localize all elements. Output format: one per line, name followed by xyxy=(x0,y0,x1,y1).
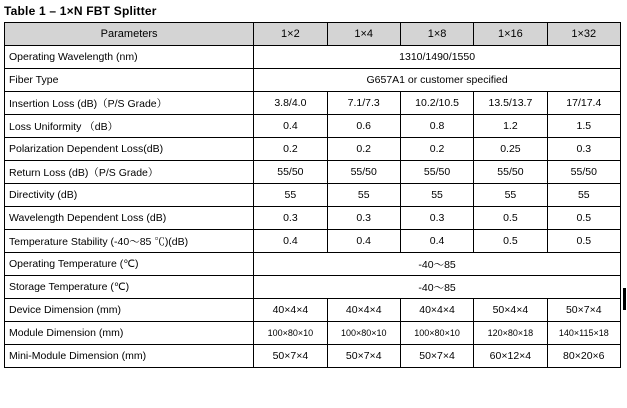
row-cell: 55/50 xyxy=(327,161,400,184)
row-label: Operating Temperature (℃) xyxy=(5,253,254,276)
row-cell: 0.4 xyxy=(327,230,400,253)
row-cell: 0.3 xyxy=(254,207,327,230)
row-cell: 0.2 xyxy=(254,138,327,161)
row-value-merged: -40～85 xyxy=(254,253,621,276)
table-row xyxy=(5,69,621,92)
row-cell: 0.8 xyxy=(400,115,473,138)
row-cell: 55/50 xyxy=(474,161,547,184)
row-cell: 55 xyxy=(327,184,400,207)
row-cell: 13.5/13.7 xyxy=(474,92,547,115)
table-row xyxy=(5,345,621,368)
row-label: Mini-Module Dimension (mm) xyxy=(5,345,254,368)
column-header-1x4: 1×4 xyxy=(327,23,400,46)
row-cell: 80×20×6 xyxy=(547,345,620,368)
row-cell: 100×80×10 xyxy=(254,322,327,345)
margin-mark xyxy=(623,288,626,310)
row-cell: 140×115×18 xyxy=(547,322,620,345)
row-cell: 10.2/10.5 xyxy=(400,92,473,115)
row-cell: 55/50 xyxy=(254,161,327,184)
page-title: Table 1 – 1×N FBT Splitter xyxy=(4,4,157,18)
table-row xyxy=(5,253,621,276)
row-cell: 0.4 xyxy=(254,230,327,253)
row-cell: 3.8/4.0 xyxy=(254,92,327,115)
row-cell: 100×80×10 xyxy=(327,322,400,345)
row-label: Module Dimension (mm) xyxy=(5,322,254,345)
row-cell: 50×7×4 xyxy=(400,345,473,368)
table-header xyxy=(5,23,621,46)
row-label: Wavelength Dependent Loss (dB) xyxy=(5,207,254,230)
row-cell: 55/50 xyxy=(547,161,620,184)
row-cell: 1.2 xyxy=(474,115,547,138)
row-cell: 1.5 xyxy=(547,115,620,138)
row-cell: 0.5 xyxy=(474,207,547,230)
row-cell: 55 xyxy=(400,184,473,207)
row-cell: 120×80×18 xyxy=(474,322,547,345)
row-cell: 55 xyxy=(254,184,327,207)
row-cell: 60×12×4 xyxy=(474,345,547,368)
row-label: Device Dimension (mm) xyxy=(5,299,254,322)
row-cell: 40×4×4 xyxy=(254,299,327,322)
table-row xyxy=(5,138,621,161)
column-header-1x8: 1×8 xyxy=(400,23,473,46)
row-label: Fiber Type xyxy=(5,69,254,92)
row-cell: 0.6 xyxy=(327,115,400,138)
row-cell: 0.2 xyxy=(327,138,400,161)
table-row xyxy=(5,161,621,184)
row-cell: 0.4 xyxy=(400,230,473,253)
row-cell: 40×4×4 xyxy=(400,299,473,322)
table-row xyxy=(5,184,621,207)
table-row xyxy=(5,115,621,138)
row-label: Loss Uniformity （dB） xyxy=(5,115,254,138)
row-cell: 0.2 xyxy=(400,138,473,161)
row-label: Return Loss (dB)（P/S Grade） xyxy=(5,161,254,184)
row-cell: 17/17.4 xyxy=(547,92,620,115)
row-cell: 0.5 xyxy=(547,230,620,253)
row-label: Operating Wavelength (nm) xyxy=(5,46,254,69)
row-label: Storage Temperature (℃) xyxy=(5,276,254,299)
row-label: Temperature Stability (-40～85 ℃)(dB) xyxy=(5,230,254,253)
table-row xyxy=(5,207,621,230)
table-row xyxy=(5,276,621,299)
row-cell: 7.1/7.3 xyxy=(327,92,400,115)
row-label: Polarization Dependent Loss(dB) xyxy=(5,138,254,161)
column-header-parameters: Parameters xyxy=(5,23,254,46)
row-cell: 40×4×4 xyxy=(327,299,400,322)
row-value-merged: -40～85 xyxy=(254,276,621,299)
table-row xyxy=(5,299,621,322)
row-cell: 50×4×4 xyxy=(474,299,547,322)
row-cell: 0.3 xyxy=(400,207,473,230)
row-value-merged: 1310/1490/1550 xyxy=(254,46,621,69)
row-cell: 50×7×4 xyxy=(547,299,620,322)
table-row xyxy=(5,92,621,115)
row-cell: 0.5 xyxy=(474,230,547,253)
row-cell: 0.4 xyxy=(254,115,327,138)
row-label: Directivity (dB) xyxy=(5,184,254,207)
row-cell: 50×7×4 xyxy=(327,345,400,368)
table-row xyxy=(5,230,621,253)
row-cell: 55/50 xyxy=(400,161,473,184)
row-cell: 0.25 xyxy=(474,138,547,161)
row-cell: 50×7×4 xyxy=(254,345,327,368)
column-header-1x32: 1×32 xyxy=(547,23,620,46)
fbt-splitter-spec-table xyxy=(4,22,621,368)
row-cell: 0.3 xyxy=(547,138,620,161)
row-value-merged: G657A1 or customer specified xyxy=(254,69,621,92)
row-label: Insertion Loss (dB)（P/S Grade） xyxy=(5,92,254,115)
row-cell: 55 xyxy=(474,184,547,207)
table-row xyxy=(5,322,621,345)
column-header-1x2: 1×2 xyxy=(254,23,327,46)
row-cell: 100×80×10 xyxy=(400,322,473,345)
row-cell: 0.5 xyxy=(547,207,620,230)
column-header-1x16: 1×16 xyxy=(474,23,547,46)
table-header-row xyxy=(5,23,621,46)
row-cell: 0.3 xyxy=(327,207,400,230)
row-cell: 55 xyxy=(547,184,620,207)
table-body xyxy=(5,46,621,368)
table-row xyxy=(5,46,621,69)
